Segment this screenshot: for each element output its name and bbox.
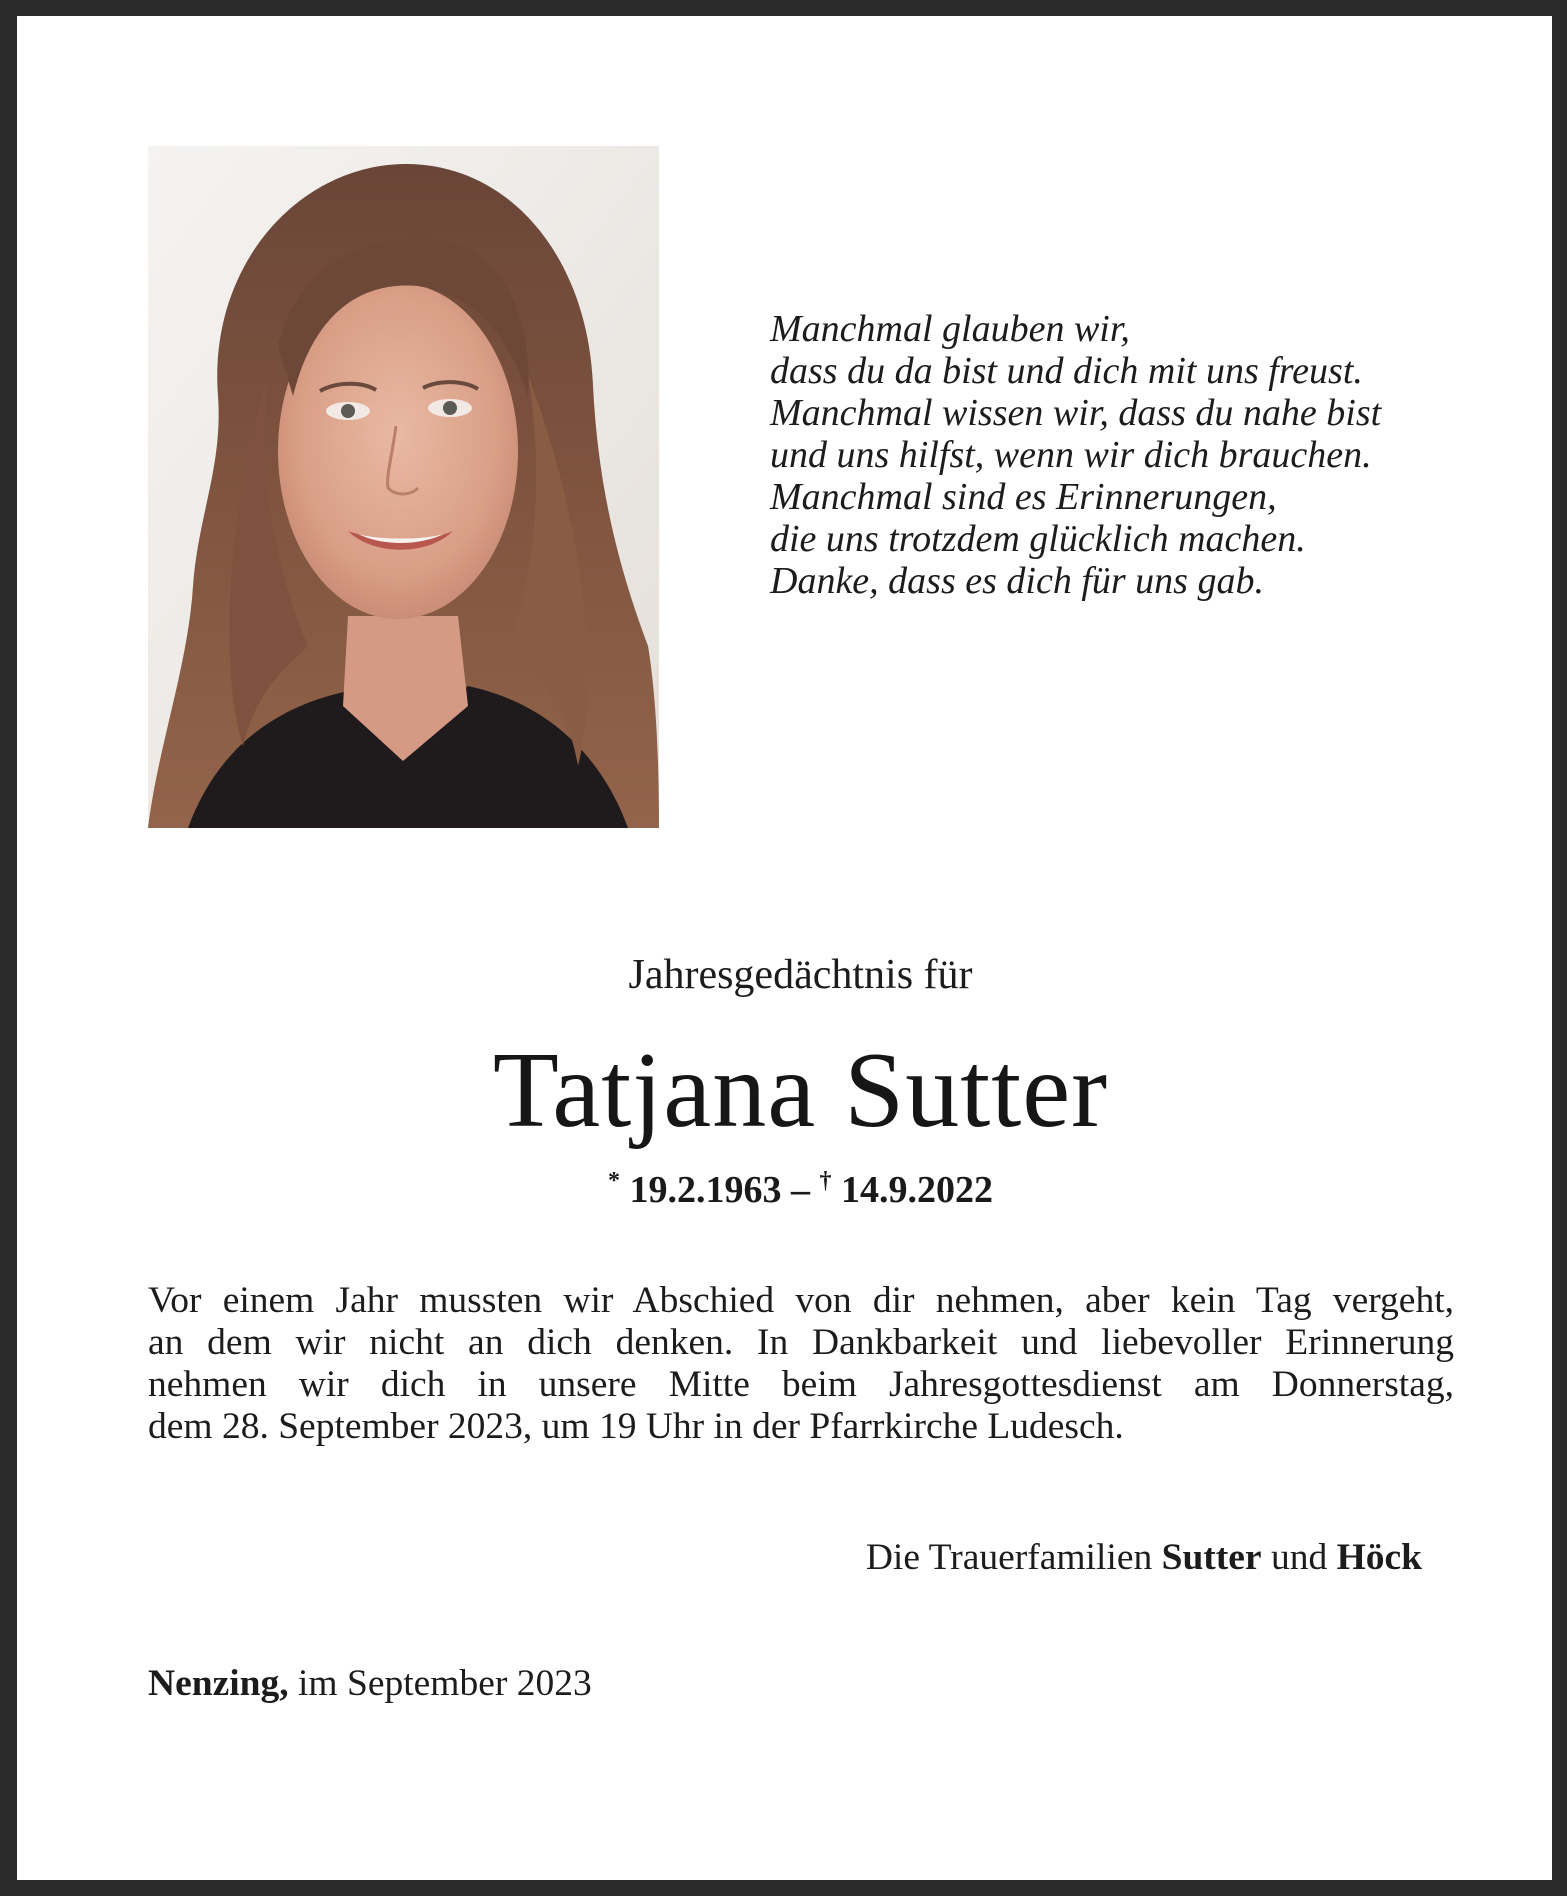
poem-line: Manchmal wissen wir, dass du nahe bist bbox=[770, 392, 1382, 434]
birth-date: 19.2.1963 bbox=[629, 1169, 782, 1211]
poem-line: Manchmal glauben wir, bbox=[770, 308, 1130, 350]
poem-line: und uns hilfst, wenn wir dich brauchen. bbox=[770, 434, 1372, 476]
family-signature bbox=[866, 1534, 1422, 1582]
poem-line: dass du da bist und dich mit uns freust. bbox=[770, 350, 1363, 392]
portrait-photo bbox=[148, 146, 659, 828]
poem-line: die uns trotzdem glücklich machen. bbox=[770, 518, 1306, 560]
portrait-illustration bbox=[148, 146, 659, 828]
memorial-message bbox=[148, 1280, 1454, 1448]
deceased-name: Tatjana Sutter bbox=[492, 1031, 1109, 1150]
birth-symbol: * bbox=[608, 1168, 620, 1194]
poem-line: Danke, dass es dich für uns gab. bbox=[770, 560, 1264, 602]
message-line: dem 28. September 2023, um 19 Uhr in der Pfarrkirche Ludesch. bbox=[148, 1406, 1124, 1447]
place-town: Nenzing, bbox=[148, 1663, 289, 1704]
date-separator: – bbox=[791, 1169, 810, 1211]
life-dates bbox=[17, 1156, 1567, 1215]
signature-conjunction: und bbox=[1270, 1537, 1328, 1578]
place-and-date bbox=[148, 1660, 592, 1708]
place-date: im September 2023 bbox=[298, 1663, 592, 1704]
death-date: 14.9.2022 bbox=[841, 1169, 993, 1211]
message-line: Vor einem Jahr mussten wir Abschied von dir nehmen, aber kein Tag vergeht, bbox=[148, 1280, 1454, 1321]
signature-prefix: Die Trauerfamilien bbox=[865, 1537, 1153, 1578]
message-line: an dem wir nicht an dich denken. In Dankbarkeit und liebevoller Erinnerung bbox=[148, 1322, 1454, 1363]
family-name-hoeck: Höck bbox=[1336, 1537, 1422, 1578]
memorial-intro: Jahresgedächtnis für bbox=[628, 952, 973, 998]
death-symbol: † bbox=[819, 1168, 832, 1194]
family-name-sutter: Sutter bbox=[1161, 1537, 1262, 1578]
message-line: nehmen wir dich in unsere Mitte beim Jahresgottesdienst am Donnerstag, bbox=[148, 1364, 1454, 1405]
poem-line: Manchmal sind es Erinnerungen, bbox=[770, 476, 1277, 518]
poem bbox=[770, 308, 1490, 602]
